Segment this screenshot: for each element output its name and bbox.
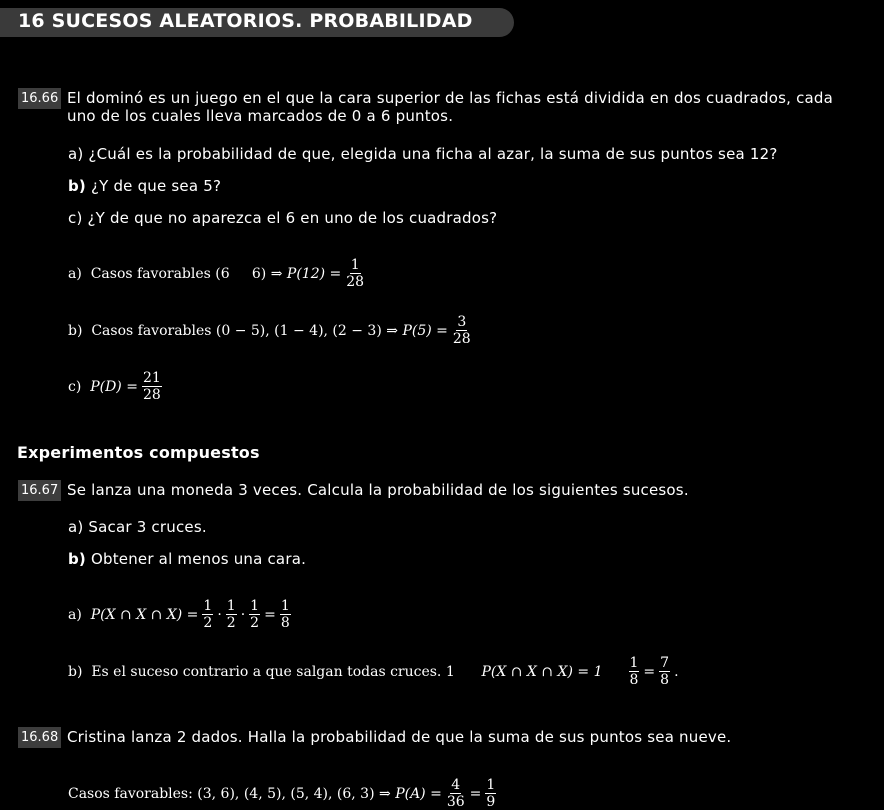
denominator: 9 <box>486 794 496 810</box>
fraction <box>452 314 472 347</box>
question-text: ¿Cuál es la probabilidad de que, elegida una ficha al azar, la suma de sus puntos sea 12? <box>88 145 778 163</box>
fraction <box>142 370 162 403</box>
problem-67-statement: Se lanza una moneda 3 veces. Calcula la probabilidad de los siguientes sucesos. <box>67 481 689 499</box>
numerator: 7 <box>660 655 670 671</box>
denominator: 8 <box>629 672 639 688</box>
numerator: 1 <box>629 655 639 671</box>
question-text: Obtener al menos una cara. <box>90 550 307 568</box>
equals-sign: = <box>469 785 482 802</box>
solution-text: c) <box>68 378 91 395</box>
denominator: 2 <box>250 615 260 631</box>
problem-67-solution-b <box>68 655 679 688</box>
fraction <box>249 598 260 631</box>
problem-number-16-66: 16.66 <box>18 88 61 109</box>
denominator: 28 <box>142 387 161 403</box>
solution-expression: P(X ∩ X ∩ X) = 1 <box>481 663 603 680</box>
fraction <box>226 598 237 631</box>
solution-text: b) Es el suceso contrario a que salgan todas cruces. 1 <box>68 663 482 680</box>
problem-66-solution-c <box>68 370 166 403</box>
multiply-dot: · <box>240 606 246 623</box>
solution-expression: P(12) = <box>286 265 342 282</box>
denominator: 2 <box>226 615 236 631</box>
solution-expression: P(D) = <box>90 378 138 395</box>
problem-67-question-b <box>68 550 306 568</box>
question-text: ¿Y de que sea 5? <box>90 177 222 195</box>
question-text: Sacar 3 cruces. <box>88 518 207 536</box>
chapter-title: 16 SUCESOS ALEATORIOS. PROBABILIDAD <box>18 10 473 32</box>
fraction <box>446 777 466 810</box>
solution-expression: P(X ∩ X ∩ X) = <box>90 606 199 623</box>
numerator: 1 <box>350 257 360 273</box>
fraction <box>485 777 496 810</box>
denominator: 8 <box>660 672 670 688</box>
denominator: 28 <box>452 331 471 347</box>
numerator: 21 <box>142 370 161 386</box>
solution-text: b) Casos favorables (0 − 5), (1 − 4), (2 − 3) ⇒ <box>68 322 403 339</box>
solution-text: Casos favorables: (3, 6), (4, 5), (5, 4), (6, 3) ⇒ <box>68 785 396 802</box>
solution-expression: P(A) = <box>395 785 442 802</box>
problem-67-question-a <box>68 518 207 536</box>
solution-expression: P(5) = <box>402 322 448 339</box>
problem-66-solution-b <box>68 314 476 347</box>
problem-68-solution <box>68 777 500 810</box>
problem-number-16-68: 16.68 <box>18 727 61 748</box>
problem-66-question-c <box>68 209 497 227</box>
fraction <box>345 257 365 290</box>
numerator: 1 <box>226 598 236 614</box>
period: . <box>674 663 679 680</box>
fraction <box>629 655 640 688</box>
question-text: ¿Y de que no aparezca el 6 en uno de los cuadrados? <box>87 209 498 227</box>
denominator: 2 <box>203 615 213 631</box>
solution-text: a) Casos favorables (6 6) ⇒ <box>68 265 287 282</box>
denominator: 8 <box>280 615 290 631</box>
solution-text: a) <box>68 606 91 623</box>
problem-number-16-67: 16.67 <box>18 480 61 501</box>
question-label: a) <box>68 145 84 163</box>
problem-66-statement-line1: El dominó es un juego en el que la cara superior de las fichas está dividida en dos cuadrados, cada <box>67 89 834 107</box>
question-label: a) <box>68 518 84 536</box>
problem-66-question-a <box>68 145 778 163</box>
fraction <box>659 655 670 688</box>
numerator: 1 <box>280 598 290 614</box>
question-label: b) <box>68 177 86 195</box>
problem-68-statement: Cristina lanza 2 dados. Halla la probabilidad de que la suma de sus puntos sea nueve. <box>67 728 732 746</box>
section-title: Experimentos compuestos <box>17 443 260 462</box>
problem-66-solution-a <box>68 257 369 290</box>
problem-67-solution-a <box>68 598 295 631</box>
problem-66-question-b <box>68 177 221 195</box>
question-label: b) <box>68 550 86 568</box>
problem-66-statement-line2: uno de los cuales lleva marcados de 0 a 6 puntos. <box>67 107 454 125</box>
denominator: 28 <box>346 274 365 290</box>
equals-sign: = <box>264 606 276 623</box>
fraction <box>202 598 213 631</box>
numerator: 1 <box>203 598 213 614</box>
equals-sign: = <box>643 663 656 680</box>
fraction <box>280 598 291 631</box>
question-label: c) <box>68 209 83 227</box>
numerator: 1 <box>486 777 496 793</box>
denominator: 36 <box>446 794 465 810</box>
multiply-dot: · <box>217 606 222 623</box>
numerator: 1 <box>250 598 260 614</box>
numerator: 3 <box>457 314 467 330</box>
numerator: 4 <box>451 777 461 793</box>
